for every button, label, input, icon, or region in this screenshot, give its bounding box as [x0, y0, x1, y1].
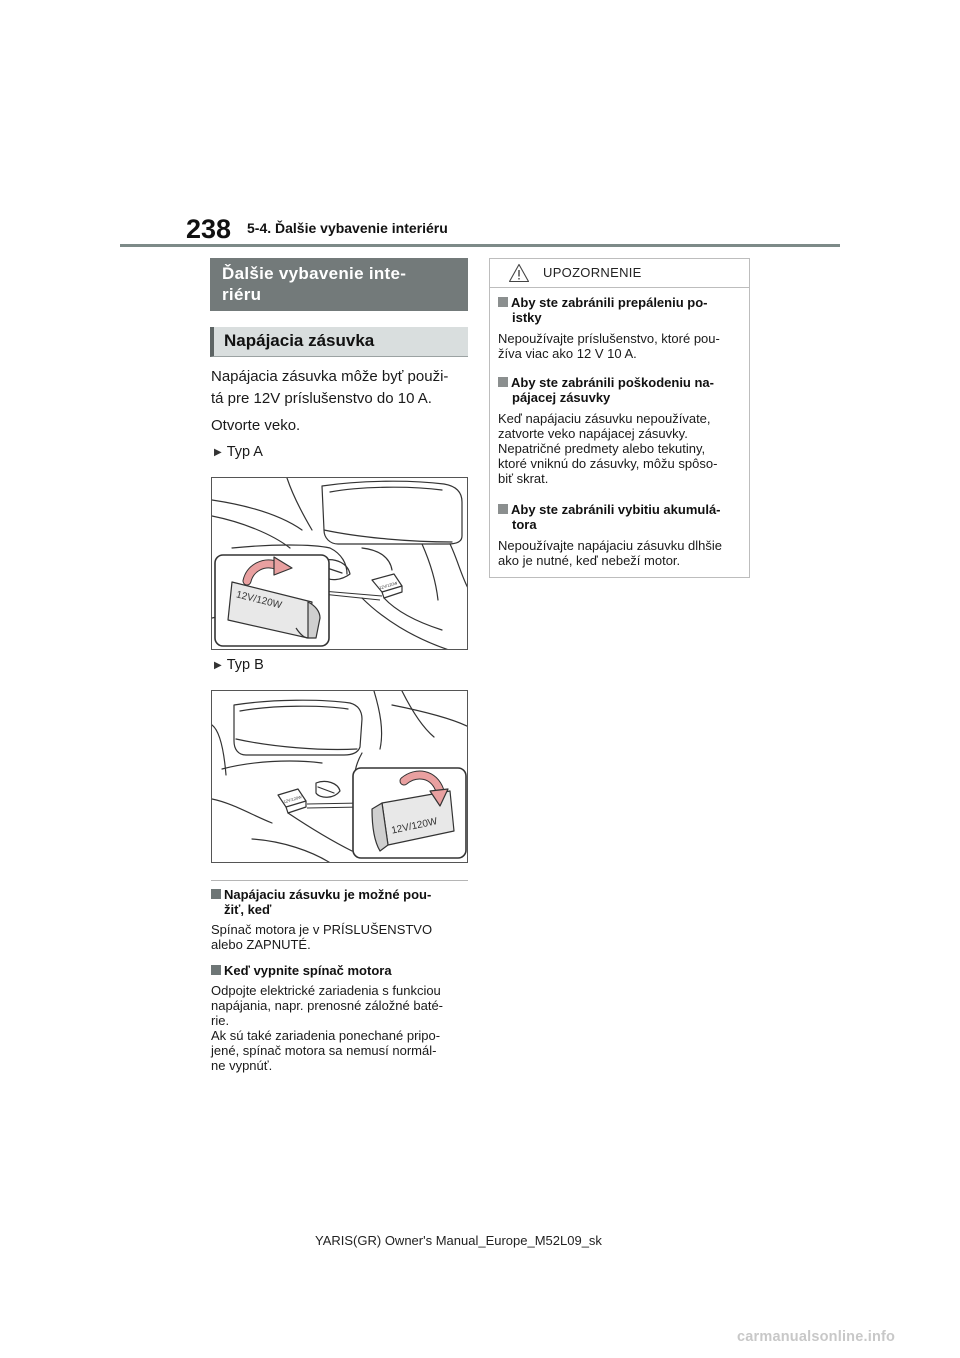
square-bullet-icon — [211, 965, 221, 975]
section-path: 5-4. Ďalšie vybavenie interiéru — [247, 220, 448, 236]
subheading-text: Napájacia zásuvka — [224, 331, 375, 350]
note-switch-off-heading: Keď vypnite spínač motora — [211, 963, 392, 978]
intro-line2: tá pre 12V príslušenstvo do 10 A. — [211, 390, 432, 407]
triangle-right-icon: ▶ — [214, 447, 222, 458]
square-bullet-icon — [498, 504, 508, 514]
console-illustration-type-b — [212, 691, 468, 863]
square-bullet-icon — [498, 297, 508, 307]
type-a-label — [214, 444, 263, 460]
warning-fuse-heading: Aby ste zabránili prepáleniu po- istky — [498, 295, 707, 325]
figure-type-a — [211, 477, 468, 650]
console-illustration-type-a — [212, 478, 468, 650]
note-switch-off-body: Odpojte elektrické zariadenia s funkciou napájania, napr. prenosné záložné baté- rie. Ak sú také zariadenia ponechané pripo- jené, spínač motora sa nemusí normál- ne vypnúť. — [211, 983, 444, 1073]
lid-marking-type-a: 12V/120W — [234, 589, 283, 612]
chapter-title-line1: Ďalšie vybavenie inte- — [222, 264, 407, 283]
type-a-text: Typ A — [226, 444, 263, 460]
subheading-power-outlet — [210, 327, 468, 357]
triangle-right-icon: ▶ — [214, 660, 222, 671]
warning-battery-heading: Aby ste zabránili vybitiu akumulá- tora — [498, 502, 721, 532]
chapter-title-line2: riéru — [222, 285, 262, 304]
note-usage-body: Spínač motora je v PRÍSLUŠENSTVO alebo ZAPNUTÉ. — [211, 922, 433, 952]
footer-manual-id: YARIS(GR) Owner's Manual_Europe_M52L09_sk — [315, 1233, 602, 1248]
chapter-title-box — [210, 258, 468, 311]
intro-line1: Napájacia zásuvka môže byť použi- — [211, 368, 449, 385]
square-bullet-icon — [211, 889, 221, 899]
warning-triangle-icon — [508, 263, 530, 283]
open-lid-instruction: Otvorte veko. — [211, 417, 301, 434]
warning-fuse-body: Nepoužívajte príslušenstvo, ktoré pou- žíva viac ako 12 V 10 A. — [498, 331, 720, 361]
warning-outlet-damage-heading: Aby ste zabránili poškodeniu na- pájacej zásuvky — [498, 375, 714, 405]
type-b-label — [214, 657, 264, 673]
outlet-marking-type-b: 12V/120W — [282, 794, 303, 805]
figure-type-b — [211, 690, 468, 863]
warning-battery-body: Nepoužívajte napájaciu zásuvku dlhšie ako je nutné, keď nebeží motor. — [498, 538, 723, 568]
note-usage-heading: Napájaciu zásuvku je možné pou- žiť, keď — [211, 887, 431, 917]
lid-marking-type-b: 12V/120W — [390, 816, 439, 837]
square-bullet-icon — [498, 377, 508, 387]
warning-title: UPOZORNENIE — [543, 265, 642, 280]
warning-outlet-damage-body: Keď napájaciu zásuvku nepoužívate, zatvorte veko napájacej zásuvky. Nepatričné predmety alebo tekutiny, ktoré vniknú do zásuvky, môžu spôso- biť skrat. — [498, 411, 718, 486]
type-b-text: Typ B — [226, 657, 264, 673]
page-number: 238 — [186, 214, 232, 244]
header-rule — [120, 244, 840, 247]
warning-box — [489, 258, 750, 578]
watermark: carmanualsonline.info — [737, 1329, 896, 1345]
outlet-marking-type-a: 12V/120W — [378, 580, 398, 591]
warning-header — [490, 259, 749, 288]
separator-rule — [211, 880, 468, 881]
